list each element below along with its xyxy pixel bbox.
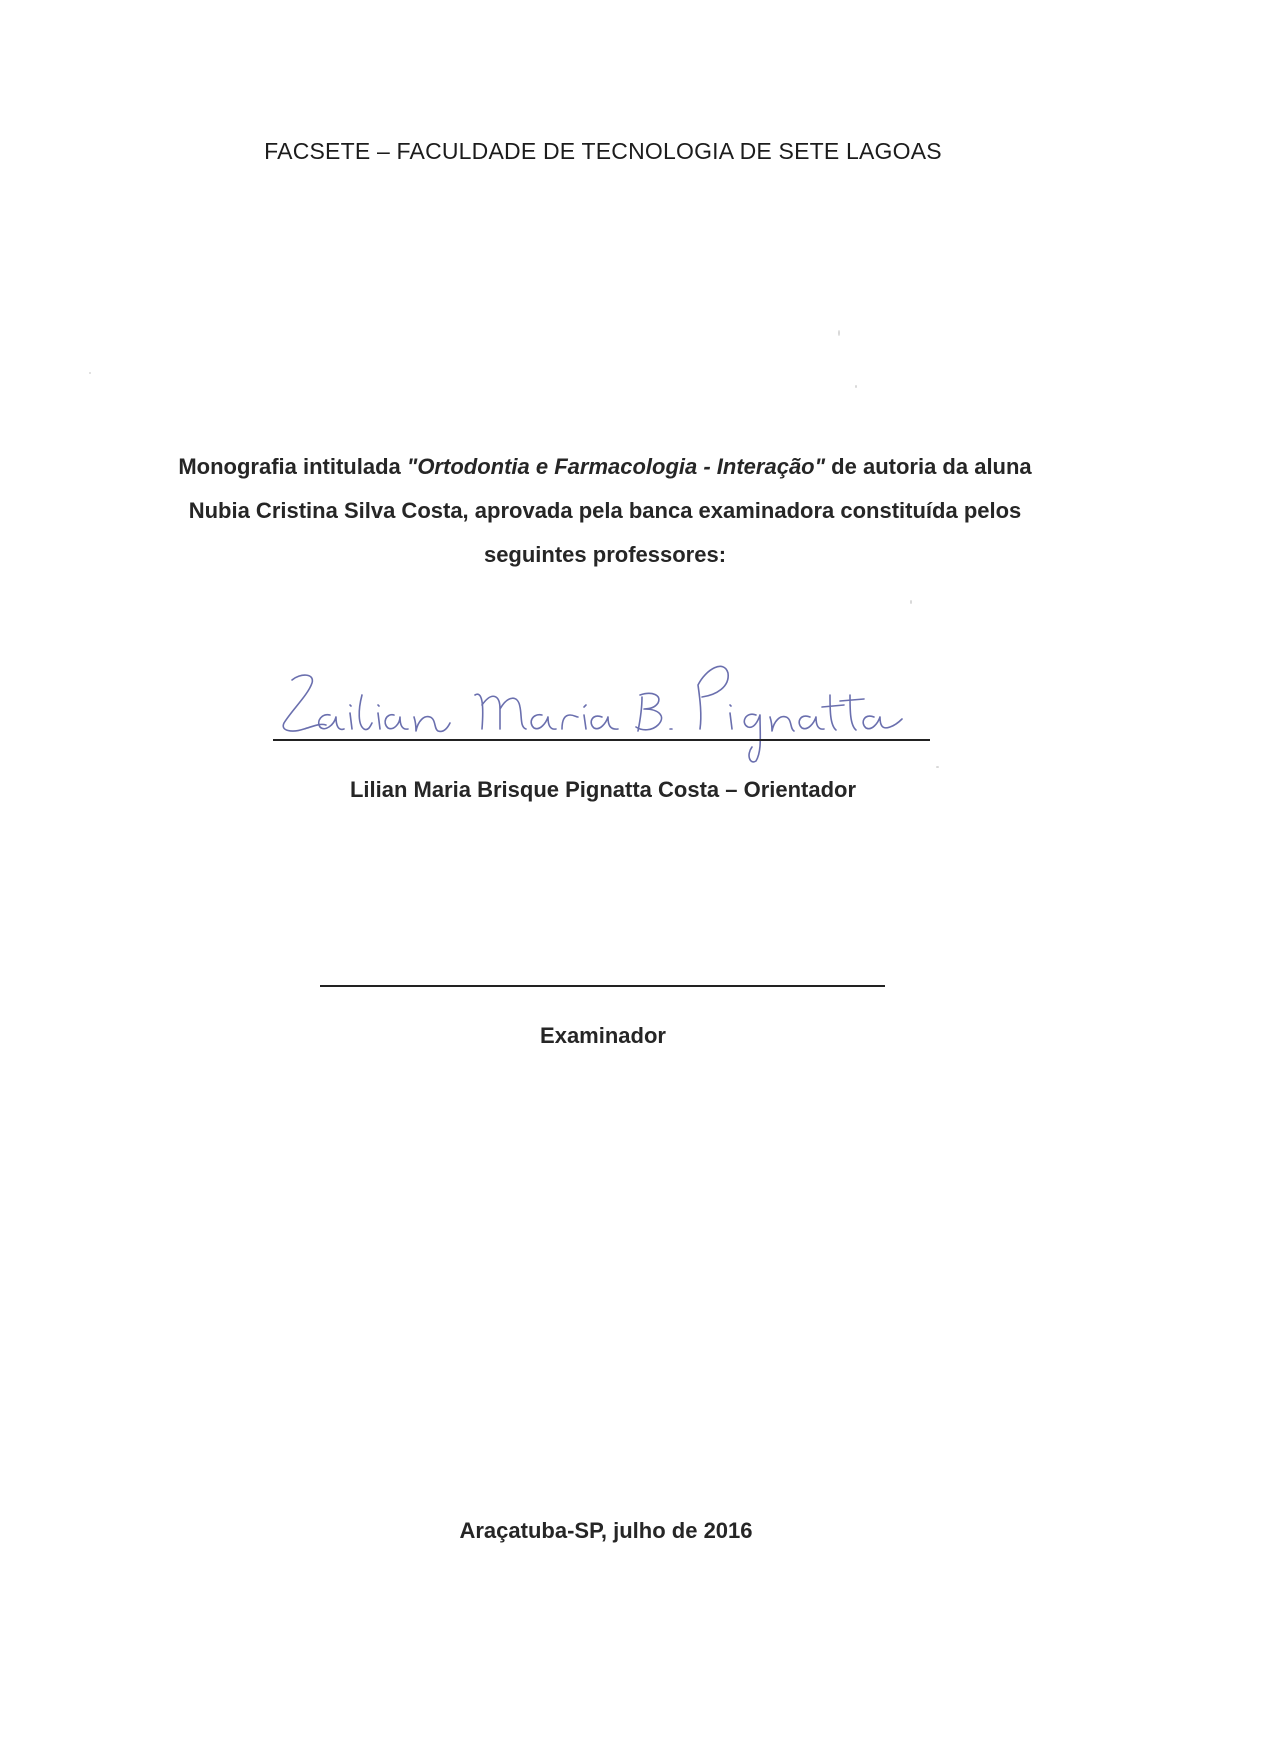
institution-header: FACSETE – FACULDADE DE TECNOLOGIA DE SETE LAGOAS (264, 138, 942, 164)
advisor-signature-line (273, 739, 930, 741)
scan-speck (936, 766, 939, 768)
scan-speck (838, 330, 840, 336)
examiner-label: Examinador (540, 1023, 666, 1048)
scan-speck (855, 385, 857, 388)
approval-statement (175, 445, 1035, 577)
approval-suffix: de autoria da aluna Nubia Cristina Silva Costa, aprovada pela banca examinadora constituída pelos seguintes professores: (188, 454, 1032, 567)
place-and-date: Araçatuba-SP, julho de 2016 (459, 1518, 753, 1543)
scan-speck (89, 372, 91, 374)
examiner-signature-line (320, 985, 885, 987)
monograph-title: "Ortodontia e Farmacologia - Interação" (406, 454, 826, 479)
approval-prefix: Monografia intitulada (178, 454, 407, 479)
advisor-name: Lilian Maria Brisque Pignatta Costa – Orientador (349, 777, 857, 802)
advisor-signature (270, 655, 990, 765)
scan-speck (910, 600, 912, 604)
